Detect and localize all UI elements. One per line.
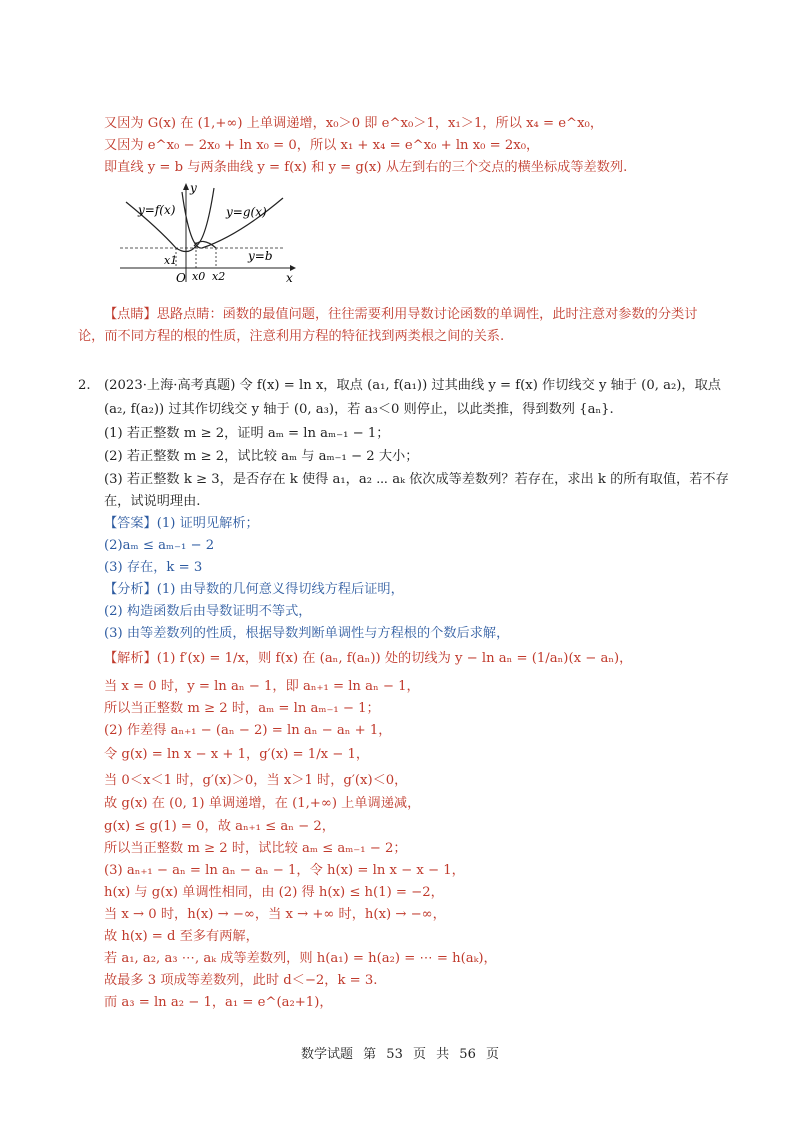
function-graph bbox=[118, 180, 298, 285]
x1-label: x1 bbox=[164, 254, 178, 267]
solution-line-2: 又因为 e^x₀ − 2x₀ + ln x₀ = 0，所以 x₁ + x₄ = e^x₀ + ln x₀ = 2x₀， bbox=[104, 138, 540, 153]
question-3-line-1: (3) 若正整数 k ≥ 3，是否存在 k 使得 a₁，a₂ ⋯ aₖ 依次成等差数列？若存在，求出 k 的所有取值，若不存 bbox=[104, 472, 729, 487]
solution-step-6: 故 g(x) 在 (0, 1) 单调递增，在 (1,+∞) 上单调递减， bbox=[104, 796, 421, 811]
question-2: (2) 若正整数 m ≥ 2，试比较 aₘ 与 aₘ₋₁ − 2 大小； bbox=[104, 449, 419, 464]
footer-di: 第 bbox=[363, 1047, 377, 1062]
solution-text-0: (1) f′(x) = 1/x，则 f(x) 在 (aₙ, f(aₙ)) 处的切线为 y − ln aₙ = (1/aₙ)(x − aₙ)， bbox=[156, 651, 633, 666]
solution-line-1: 又因为 G(x) 在 (1,+∞) 上单调递增，x₀＞0 即 e^x₀＞1，x₁＞1，所以 x₄ = e^x₀， bbox=[104, 116, 604, 131]
problem-line-2: (a₂, f(a₂)) 过其作切线交 y 轴于 (0, a₃)，若 a₃＜0 则停止，以此类推，得到数列 {aₙ}. bbox=[104, 402, 614, 417]
footer-ye: 页 bbox=[412, 1047, 426, 1062]
footer-page-number: 53 bbox=[386, 1047, 403, 1062]
g-curve-label: y=g(x) bbox=[226, 205, 267, 219]
f-curve-label: y=f(x) bbox=[138, 203, 176, 217]
comment-line-2: 论，而不同方程的根的性质，注意利用方程的特征找到两类根之间的关系. bbox=[78, 329, 505, 344]
page-footer bbox=[0, 1043, 800, 1062]
comment-line-1 bbox=[104, 306, 697, 324]
analysis-line-1 bbox=[104, 581, 404, 599]
solution-step-5: 当 0＜x＜1 时，g′(x)＞0，当 x＞1 时，g′(x)＜0， bbox=[104, 773, 408, 788]
y-axis-arrow bbox=[183, 183, 189, 190]
curve-g bbox=[182, 192, 283, 248]
analysis-tag: 【分析】 bbox=[104, 582, 157, 597]
x2-label: x2 bbox=[212, 270, 226, 283]
solution-step-4: 令 g(x) = ln x − x + 1，g′(x) = 1/x − 1， bbox=[104, 747, 370, 762]
answer-line-1 bbox=[104, 515, 259, 533]
solution-step-9: (3) aₙ₊₁ − aₙ = ln aₙ − aₙ − 1，令 h(x) = ln x − x − 1， bbox=[104, 863, 465, 878]
problem-number: 2. bbox=[78, 378, 91, 393]
solution-tag: 【解析】 bbox=[104, 651, 157, 666]
comment-text: 思路点睛：函数的最值问题，往往需要利用导数讨论函数的单调性，此时注意对参数的分类讨 bbox=[156, 307, 698, 322]
answer-2: (2)aₘ ≤ aₘ₋₁ − 2 bbox=[104, 538, 215, 553]
footer-total-pages: 56 bbox=[459, 1047, 476, 1062]
solution-step-12: 故 h(x) = d 至多有两解， bbox=[104, 929, 259, 944]
solution-step-1: 当 x = 0 时，y = ln aₙ − 1，即 aₙ₊₁ = ln aₙ − 1， bbox=[104, 679, 420, 694]
comment-tag: 【点睛】 bbox=[104, 307, 157, 322]
solution-step-10: h(x) 与 g(x) 单调性相同，由 (2) 得 h(x) ≤ h(1) = −2， bbox=[104, 885, 444, 900]
solution-line-3: 即直线 y = b 与两条曲线 y = f(x) 和 y = g(x) 从左到右的三个交点的横坐标成等差数列. bbox=[104, 160, 628, 175]
x0-label: x0 bbox=[192, 270, 206, 283]
solution-step-2: 所以当正整数 m ≥ 2 时，aₘ = ln aₘ₋₁ − 1； bbox=[104, 701, 380, 716]
footer-subject: 数学试题 bbox=[300, 1047, 353, 1062]
x-axis-label: x bbox=[286, 271, 293, 285]
solution-step-15: 而 a₃ = ln a₂ − 1，a₁ = e^(a₂+1)， bbox=[104, 995, 333, 1010]
solution-step-7: g(x) ≤ g(1) = 0，故 aₙ₊₁ ≤ aₙ − 2， bbox=[104, 819, 335, 834]
b-line-label: y=b bbox=[248, 249, 273, 263]
answer-tag: 【答案】 bbox=[104, 516, 157, 531]
analysis-1: (1) 由导数的几何意义得切线方程后证明， bbox=[156, 582, 404, 597]
solution-step-14: 故最多 3 项成等差数列，此时 d＜−2，k = 3. bbox=[104, 973, 378, 988]
question-3-line-2: 在，试说明理由. bbox=[104, 494, 201, 509]
solution-step-11: 当 x → 0 时，h(x) → −∞，当 x → +∞ 时，h(x) → −∞， bbox=[104, 907, 446, 922]
footer-ye2: 页 bbox=[485, 1047, 499, 1062]
y-axis-label: y bbox=[190, 181, 197, 195]
footer-gong: 共 bbox=[436, 1047, 450, 1062]
solution-step-3: (2) 作差得 aₙ₊₁ − (aₙ − 2) = ln aₙ − aₙ + 1， bbox=[104, 723, 392, 738]
solution-step-8: 所以当正整数 m ≥ 2 时，试比较 aₘ ≤ aₘ₋₁ − 2； bbox=[104, 841, 407, 856]
analysis-3: (3) 由等差数列的性质，根据导数判断单调性与方程根的个数后求解， bbox=[104, 626, 510, 641]
problem-line-1: (2023·上海·高考真题) 令 f(x) = ln x，取点 (a₁, f(a₁)) 过其曲线 y = f(x) 作切线交 y 轴于 (0, a₂)，取点 bbox=[104, 378, 721, 393]
answer-3: (3) 存在，k = 3 bbox=[104, 560, 203, 575]
analysis-2: (2) 构造函数后由导数证明不等式， bbox=[104, 604, 312, 619]
answer-1: (1) 证明见解析； bbox=[156, 516, 259, 531]
solution-step-13: 若 a₁, a₂, a₃ ⋯, aₖ 成等差数列，则 h(a₁) = h(a₂) = ⋯ = h(aₖ)， bbox=[104, 951, 497, 966]
question-1: (1) 若正整数 m ≥ 2，证明 aₘ = ln aₘ₋₁ − 1； bbox=[104, 426, 390, 441]
solution-step-0 bbox=[104, 650, 632, 668]
origin-label: O bbox=[176, 271, 186, 285]
curve-f-right bbox=[196, 188, 214, 246]
